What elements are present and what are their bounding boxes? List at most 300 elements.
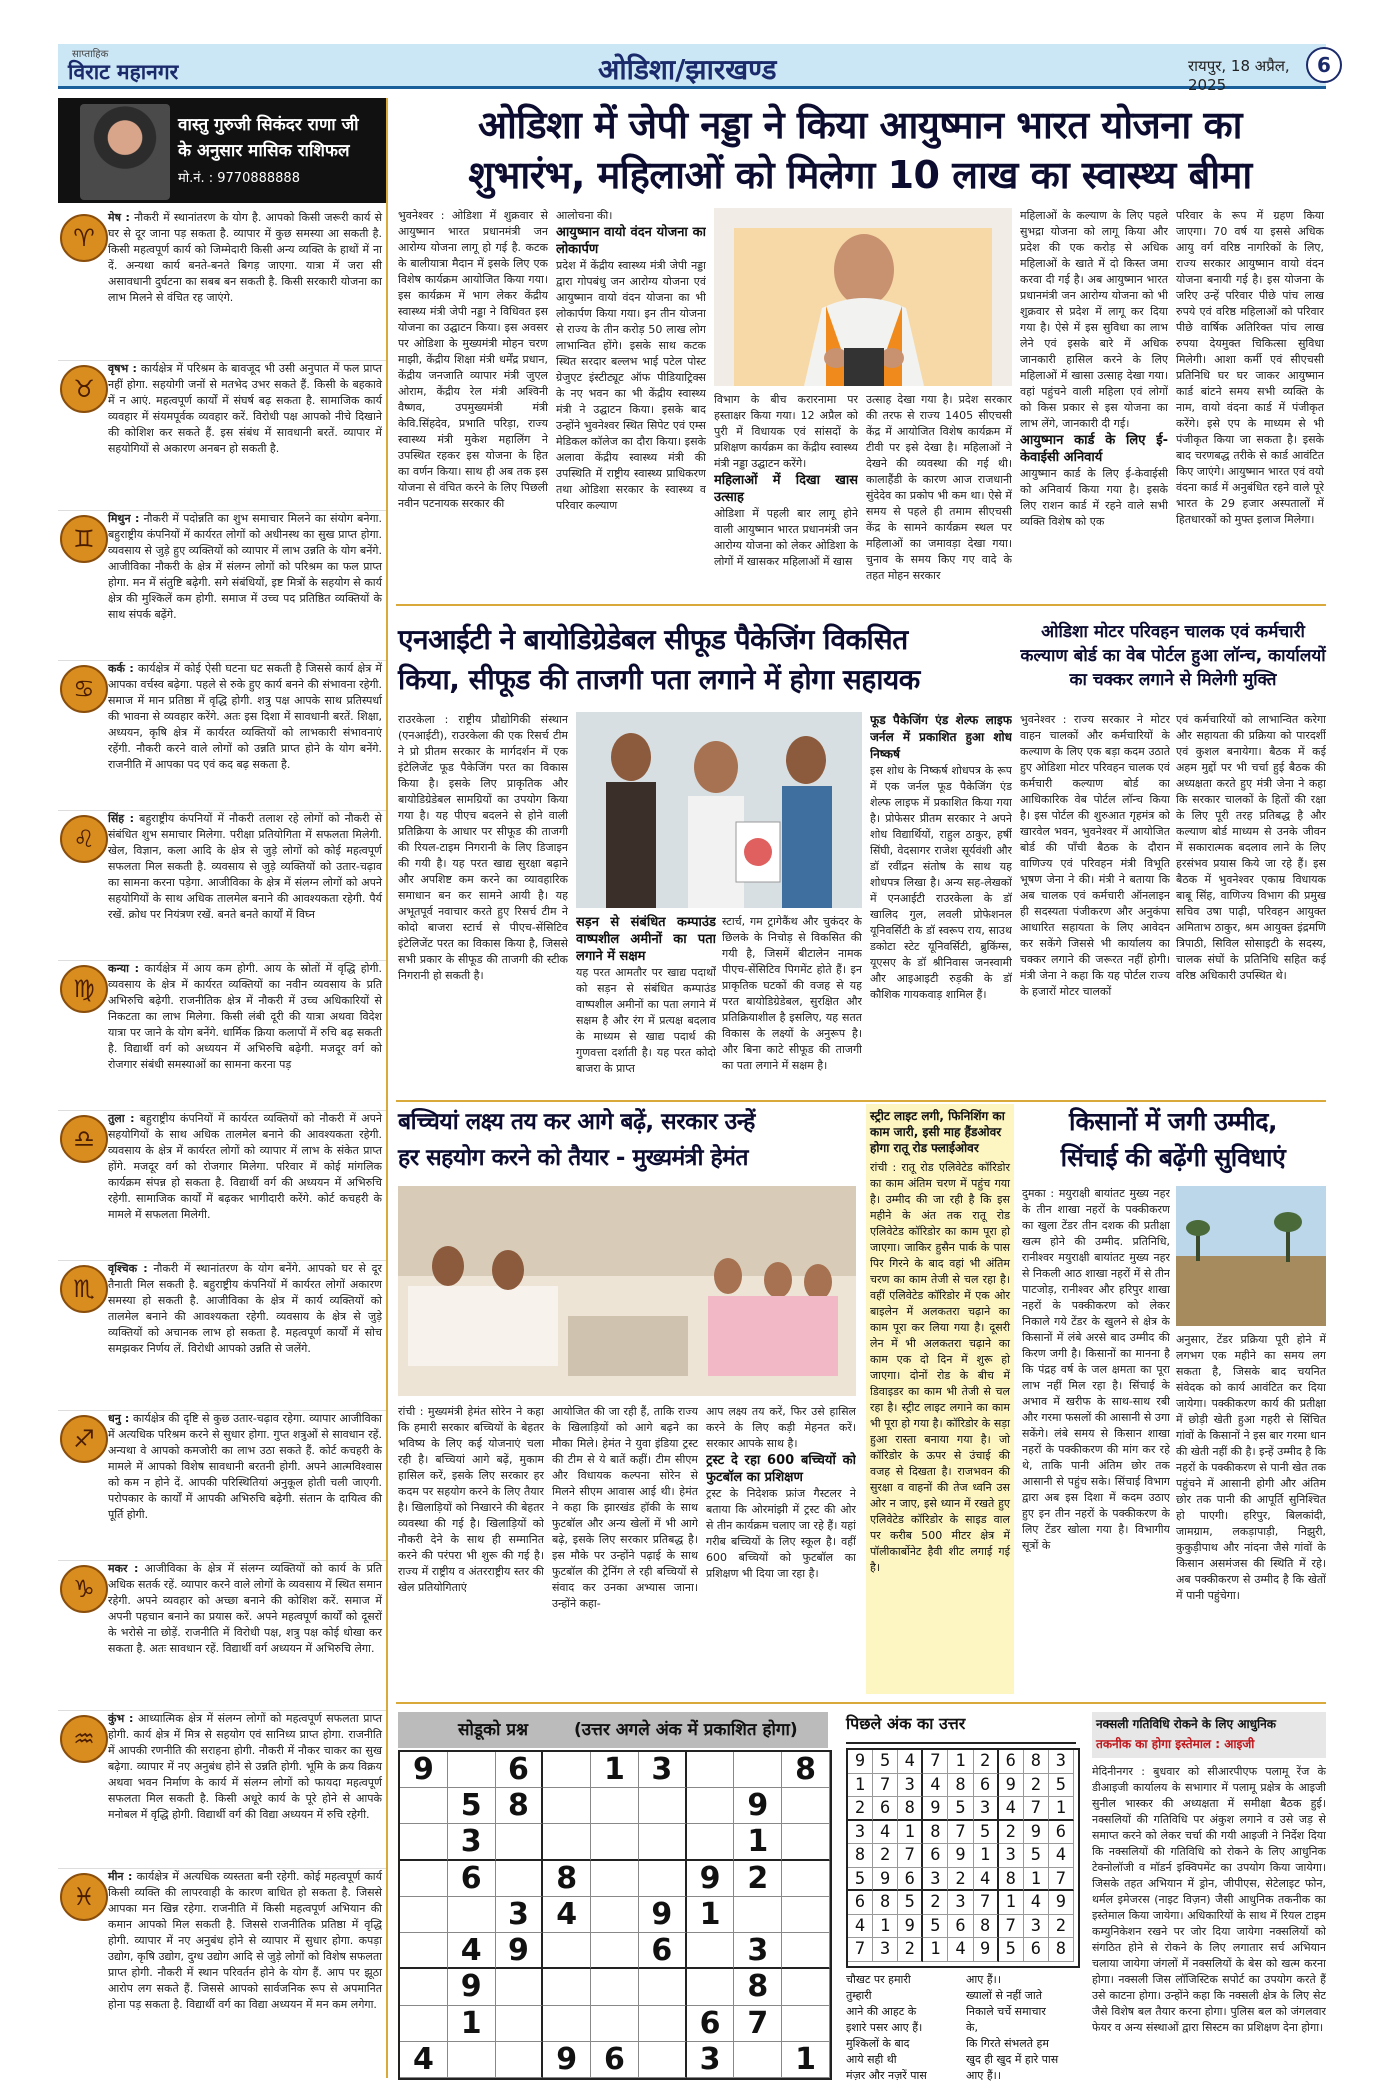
sudoku-cell: 8 — [543, 1861, 591, 1897]
answer-cell: 6 — [1024, 1938, 1049, 1962]
sudoku-cell — [687, 1933, 735, 1969]
answer-cell: 5 — [923, 1915, 948, 1939]
nadda-photo-svg — [714, 208, 1012, 386]
answer-cell: 1 — [873, 1915, 898, 1939]
flyover-headline: स्ट्रीट लाइट लगी, फिनिशिंग का काम जारी, इसी माह हैंडओवर होगा रातू रोड फ्लाईओवर — [870, 1109, 1005, 1155]
answer-cell: 6 — [848, 1891, 873, 1915]
sudoku-cell: 9 — [496, 1933, 544, 1969]
sudoku-cell — [591, 1861, 639, 1897]
sign-name: कर्क : — [108, 662, 134, 675]
sudoku-cell — [639, 1788, 687, 1824]
sign-name: कन्या : — [108, 962, 140, 975]
sudoku-cell: 9 — [687, 1861, 735, 1897]
answer-header: पिछले अंक का उत्तर — [846, 1712, 1076, 1744]
hemant-headline — [398, 1104, 858, 1176]
answer-cell: 1 — [974, 1844, 999, 1868]
zodiac-icon: ♎ — [60, 1115, 108, 1163]
answer-cell: 8 — [848, 1844, 873, 1868]
sudoku-cell: 3 — [496, 1897, 544, 1933]
answer-cell: 5 — [1049, 1774, 1074, 1798]
answer-cell: 3 — [1024, 1915, 1049, 1939]
story1-col3 — [714, 392, 858, 588]
nit-headline — [398, 620, 1038, 700]
answer-cell: 8 — [1024, 1750, 1049, 1774]
field-photo — [1176, 1186, 1326, 1326]
sign-text — [108, 511, 382, 623]
answer-cell: 8 — [923, 1821, 948, 1845]
hemant-headline-line2: हर सहयोग करने को तैयार - मुख्यमंत्री हेमंत — [398, 1145, 749, 1171]
sign-description: बहुराष्ट्रीय कंपनियों में नौकरी तलाश रहे लोगों को नौकरी से संबंधित शुभ समाचार मिलेगा. परीक्षा प्रतियोगिता में सफलता मिलेगी. खेल, विज्ञान, कला आदि के क्षेत्र से जुड़े लोगों को कोई महत्वपूर्ण सफलता मिल सकती है. व्यवसाय से जुड़े व्यक्तियों को उतार-चढ़ाव का सामना करना पड़ेगा. आजीविका के क्षेत्र में संलग्न लोगों को अपने सहयोगियों के साथ अधिक तालमेल बनाने की आवश्यकता रहेगी. पैर्य रखें. क्रोध पर नियंत्रण रखें. बनते बनते कार्यों में विघ्न — [108, 812, 383, 921]
answer-cell: 8 — [1049, 1938, 1074, 1962]
answer-cell: 7 — [898, 1844, 923, 1868]
sign-4 — [58, 660, 386, 807]
answer-grid — [846, 1748, 1080, 1968]
sign-11 — [58, 1710, 386, 1865]
answer-cell: 7 — [1049, 1868, 1074, 1892]
sign-name: वृश्चिक : — [108, 1262, 148, 1275]
sign-description: नौकरी में स्थानांतरण के योग बनेंगे. आपको घर से दूर तैनाती मिल सकती है. बहुराष्ट्रीय कंपनियों में कार्यरत लोगों अकारण समस्या हो सकती है. आजीविका के क्षेत्र में कार्य व्यक्तियों को तालमेल बनाने की आवश्यकता रहेगी. व्यवसाय के क्षेत्र से जुड़े व्यक्तियों को अचानक लाभ हो सकता है. महत्वपूर्ण कार्यों में सोच समझकर निर्णय लें. विरोधी आपको उन्नति से जलेंगे. — [108, 1262, 382, 1355]
sign-text — [108, 1111, 382, 1223]
sudoku-cell: 3 — [639, 1752, 687, 1788]
answer-cell: 5 — [948, 1797, 973, 1821]
answer-cell: 2 — [948, 1868, 973, 1892]
sign-name: मकर : — [108, 1562, 139, 1575]
sign-text — [108, 1411, 382, 1523]
sudoku-cell — [496, 2006, 544, 2042]
answer-cell: 3 — [848, 1821, 873, 1845]
answer-cell: 4 — [873, 1821, 898, 1845]
answer-cell: 9 — [999, 1774, 1024, 1798]
sign-name: मेष : — [108, 211, 130, 224]
main-headline-line1: ओडिशा में जेपी नड्डा ने किया आयुष्मान भारत योजना का — [477, 103, 1242, 147]
sign-text — [108, 1711, 382, 1823]
answer-cell: 6 — [873, 1797, 898, 1821]
hemant-photo — [398, 1186, 856, 1396]
nit-headline-line1: एनआईटी ने बायोडिग्रेडेबल सीफूड पैकेजिंग विकसित — [398, 623, 908, 656]
sudoku-cell — [496, 1861, 544, 1897]
answer-cell: 6 — [1049, 1821, 1074, 1845]
sudoku-cell — [400, 1788, 448, 1824]
answer-cell: 3 — [873, 1938, 898, 1962]
issue-date: रायपुर, 18 अप्रैल, 2025 — [1188, 57, 1290, 94]
sudoku-cell — [687, 1969, 735, 2005]
answer-cell: 6 — [948, 1915, 973, 1939]
story3-col2: एवं कर्मचारियों को लाभान्वित करेगा और सहायता की प्रक्रिया को पारदर्शी एवं कुशल बनायेगा। बैठक में कई अहम मुद्दों पर भी चर्चा हुई बैठक की अध्यक्षता करते हुए मंत्री जेना ने कहा कि सरकार चालकों के हितों की रक्षा के लिए पूरी तरह प्रतिबद्ध है और कल्याण बोर्ड माध्यम से उनके जीवन में सकारात्मक बदलाव लाने के लिए हरसंभव प्रयास किये जा रहे हैं। इस बैठक में भुवनेश्वर एकाम्र विधायक बाबू सिंह, वाणिज्य विभाग की प्रमुख सचिव उषा पाढ़ी, परिवहन आयुक्त अमिताभ ठाकुर, श्रम आयुक्त इंद्रमणि त्रिपाठी, सिविल सोसाइटी के सदस्य, चालक संघों के प्रतिनिधि सहित कई वरिष्ठ अधिकारी उपस्थित थे। — [1176, 713, 1326, 982]
motor-board-headline: ओडिशा मोटर परिवहन चालक एवं कर्मचारी कल्याण बोर्ड का वेब पोर्टल हुआ लॉन्च, कार्यालयों का चक्कर लगाने से मिलेगी मुक्ति — [1020, 622, 1326, 690]
sudoku-cell — [400, 1933, 448, 1969]
sign-3 — [58, 510, 386, 657]
story1-col6: परिवार के रूप में ग्रहण किया जाएगा। 70 वर्ष या इससे अधिक आयु वर्ग वरिष्ठ नागरिकों के लिए, राज्य सरकार आयुष्मान वायो वंदन योजना बनायी गई है। इस योजना के जरिए उन्हें परिवार पीछे पांच लाख रुपये एवं वरिष्ठ महिलाओं को परिवार पीछे वार्षिक अतिरिक्त पांच लाख रुपया देयमुक्त चिकित्सा सुविधा मिलेगी। आशा कर्मी एवं सीएचसी प्रतिनिधि घर घर जाकर आयुष्मान कार्ड बांटने समय सभी व्यक्ति के नाम, वायो वंदना कार्ड में पंजीकृत करेंगे। इसे एप के माध्यम से भी पंजीकृत किया जा सकता है। इसके बाद चरणबद्ध तरीके से कार्ड आवंटित किए जाएंगे। आयुष्मान भारत एवं वयो वंदना कार्ड में अनुबंधित रहने वाले पूरे भारत के 29 हजार अस्पतालों में हितधारकों को मुफ्त इलाज मिलेगा। — [1176, 209, 1324, 526]
astrologer-phone: मो.नं. : 9770888888 — [178, 171, 300, 186]
naxal-headline — [1092, 1712, 1326, 1758]
story4-col2: आयोजित की जा रही हैं, ताकि राज्य के खिलाड़ियों को आगे बढ़ने का मौका मिले। हेमंत ने युवा इंडिया ट्रस्ट की टीम से ये बातें कहीं। टीम सीएम और विधायक कल्पना सोरेन से मिलने सीएम आवास आई थी। हेमंत ने कहा कि झारखंड हॉकी के साथ फुटबॉल और अन्य खेलों में भी आगे बढ़े, इसके लिए सरकार प्रतिबद्ध है। इस मौके पर उन्होंने पढ़ाई के साथ फुटबॉल की ट्रेनिंग ले रही बच्चियों से संवाद कर उनका अभ्यास जाना। उन्होंने कहा- — [552, 1405, 698, 1610]
sudoku-cell — [687, 1788, 735, 1824]
sudoku-cell — [400, 1824, 448, 1860]
poem-left: चौखट पर हमारी तुम्हारी आने की आहट के इशारे पसर आए हैं। मुश्किलों के बाद आये सही थी मंज़र और नज़रें पास — [846, 1973, 927, 2082]
answer-cell: 2 — [898, 1938, 923, 1962]
sudoku-cell — [543, 1933, 591, 1969]
sudoku-cell: 1 — [687, 1897, 735, 1933]
story1-col5a: महिलाओं के कल्याण के लिए पहले सुभद्रा योजना को लागू किया और प्रदेश की एक करोड़ से अधिक महिलाओं के खाते में दो किस्त जमा करवा दी गई है। अब आयुष्मान भारत प्रधानमंत्री जन आरोग्य योजना को भी शुक्रवार से प्रदेश में लागू कर दिया गया है। ऐसे में इस सुविधा का लाभ लेने एवं इसके बारे में अधिक जानकारी हासिल करने के लिए महिलाओं में खासा उत्साह देखा गया। वहां पहुंचने वाली महिला एवं लोगों को किस प्रकार से इस योजना का लाभ लेंगे, जानकारी दी गई। — [1020, 209, 1168, 430]
hemant-headline-line1: बच्चियां लक्ष्य तय कर आगे बढ़ें, सरकार उन्हें — [398, 1109, 755, 1135]
field-photo-svg — [1176, 1186, 1326, 1326]
sudoku-cell: 1 — [591, 1752, 639, 1788]
answer-cell: 7 — [999, 1915, 1024, 1939]
divider — [396, 604, 1326, 606]
sign-text — [108, 1261, 382, 1357]
brand-small: साप्ताहिक — [72, 49, 109, 60]
farmers-headline-line2: सिंचाई की बढ़ेंगी सुविधाएं — [1060, 1143, 1286, 1172]
answer-cell: 6 — [898, 1868, 923, 1892]
story6-col1: दुमका : मयुराक्षी बायांतट मुख्य नहर के तीन शाखा नहरों के पक्कीकरण का खुला टेंडर तीन दशक की प्रतीक्षा खत्म होने की उम्मीद. प्रतिनिधि, रानीश्वर मयुराक्षी बायांतट मुख्य नहर से निकली आठ शाखा नहरों में से तीन पाटजोड़, रानीश्वर और हरिपुर शाखा नहरों के पक्कीकरण को लेकर निकाले गये टेंडर के खुलने से क्षेत्र के किसानों में लंबे अरसे बाद उम्मीद की किरण जगी है। किसानों का मानना है कि पंद्रह वर्ष के जल क्षमता का पूरा लाभ नहीं मिल रहा है। सिंचाई के अभाव में खरीफ के साथ-साथ रबी और गरमा फसलों की आसानी से उगा सकेंगे। लंबे समय से किसान शाखा नहरों के पक्कीकरण की मांग कर रहे थे, ताकि पानी अंतिम छोर तक आसानी से पहुंच सके। सिंचाई विभाग द्वारा अब इस दिशा में कदम उठाए हुए इन तीन नहरों के पक्कीकरण के लिए टेंडर खोला गया है। विभागीय सूत्रों के — [1022, 1187, 1170, 1552]
sign-text — [108, 811, 382, 923]
sudoku-title: सोडूको प्रश्न — [458, 1720, 529, 1740]
sudoku-header — [398, 1712, 828, 1748]
sudoku-cell: 6 — [448, 1861, 496, 1897]
sudoku-cell: 4 — [543, 1897, 591, 1933]
answer-cell: 5 — [999, 1938, 1024, 1962]
sudoku-cell: 3 — [687, 2042, 735, 2078]
main-headline — [396, 100, 1324, 200]
sudoku-cell: 6 — [687, 2006, 735, 2042]
sign-7 — [58, 1110, 386, 1257]
story6-col2: अनुसार, टेंडर प्रक्रिया पूरी होने में लगभग एक महीने का समय लग सकता है, जिसके बाद चयनित संवेदक को कार्य आवंटित कर दिया जायेगा। पक्कीकरण कार्य की प्रतीक्षा में छोड़ी खेती हुआ गहरी से सिंचित गांवों के किसानों ने इस बार गरमा धान की खेती नहीं की है। इन्हें उम्मीद है कि नहरों के पक्कीकरण से पानी खेत तक पहुंचने में आसानी होगी और अंतिम छोर तक पानी की आपूर्ति सुनिश्चित हो पाएगी। हरिपुर, बिलकांदी, जामग्राम, लकड़ापाड़ी, निझुरी, कुकुड़ीपाथ और नांदना जैसे गांवों के किसान असमंजस की स्थिति में रहे। अब पक्कीकरण से उम्मीद है कि खेतों में पानी पहुंचेगा। — [1176, 1333, 1326, 1602]
story4-col3 — [706, 1404, 856, 1694]
sudoku-cell — [591, 1969, 639, 2005]
naxal-headline-line1: नक्सली गतिविधि रोकने के लिए आधुनिक — [1096, 1717, 1276, 1731]
answer-cell: 8 — [948, 1774, 973, 1798]
sign-description: नौकरी में पदोन्नति का शुभ समाचार मिलने का संयोग बनेगा. बहुराष्ट्रीय कंपनियों में कार्यरत लोगों को अधीनस्थ का सुख प्राप्त होगा. व्यवसाय से जुड़े हुए व्यक्तियों को व्यापार में लाभ उन्नति के योग बनेंगे. आजीविका नौकरी के क्षेत्र में संलग्न लोगों को परिश्रम का फल प्राप्त होगा. मन में संतुष्टि बढ़ेगी. सगे संबंधियों, इष्ट मित्रों के सहयोग से कार्य क्षेत्र की मुश्किलें कम होगी. समाज में उच्च पद प्रतिष्ठित व्यक्तियों के साथ संपर्क बढ़ेंगे. — [108, 512, 383, 621]
sudoku-cell: 5 — [448, 1788, 496, 1824]
sudoku-cell: 6 — [639, 1933, 687, 1969]
sudoku-cell — [591, 1824, 639, 1860]
answer-cell: 1 — [999, 1891, 1024, 1915]
sign-description: कार्यक्षेत्र में अत्यधिक व्यस्तता बनी रहेगी. कोई महत्वपूर्ण कार्य किसी व्यक्ति की लापरवाही के कारण बाधित हो सकता है. जिससे आपका मन खिन्न रहेगा. राजनीति में किसी महत्वपूर्ण अभियान की कमान आपको मिल सकती है. जिससे राजनीतिक प्रतिष्ठा में वृद्धि होगी. व्यापार में नए अनुबंध होने से व्यापार में सुधार होगा. कपड़ा उद्योग, कृषि उद्योग, दुग्ध उद्योग आदि से जुड़े लोगों को विशेष सफलता प्राप्त होगी. नौकरी में स्थान परिवर्तन होने के योग हैं. आप पर झूठा आरोप लग सकते हैं. जिससे आपको सार्वजनिक रूप से अपमानित होना पड़ सकता है. विद्यार्थी वर्ग का विद्या अध्ययन में मन कम लगेगा. — [108, 1870, 382, 2011]
sign-description: आध्यात्मिक क्षेत्र में संलग्न लोगों को महत्वपूर्ण सफलता प्राप्त होगी. कार्य क्षेत्र में मित्र से सहयोग एवं सानिध्य प्राप्त होगा. राजनीति में आपकी रणनीति की सराहना होगी. नौकरी में नौकर चाकर का सुख बढ़ेगा. व्यापार में नए अनुबंध होने से उन्नति होगी. भूमि के क्रय विक्रय अथवा भवन निर्माण के कार्य में संलग्न लोगों को फायदा महत्वपूर्ण सफलता मिल सकती है. किसी अधूरे कार्य के पूरे होने से आपके मनोबल में वृद्धि होगी. विद्यार्थी वर्ग की विद्या अध्ययन में रुचि रहेगी. — [108, 1712, 382, 1821]
sign-name: तुला : — [108, 1112, 135, 1125]
answer-cell: 5 — [848, 1868, 873, 1892]
horoscope-header — [58, 98, 386, 203]
sudoku-cell: 9 — [639, 1897, 687, 1933]
sudoku-cell: 2 — [734, 1861, 782, 1897]
sign-5 — [58, 810, 386, 957]
sudoku-cell — [639, 1969, 687, 2005]
zodiac-icon: ♏ — [60, 1265, 108, 1313]
flyover-body: रांची : रातू रोड एलिवेटेड कॉरिडोर का काम अंतिम चरण में पहुंच गया है। उम्मीद की जा रही है कि इस महीने के अंत तक रातू रोड एलिवेटेड कॉरिडोर का काम पूरा हो जाएगा। जाकिर हुसैन पार्क के पास पिर गिरने के बाद वहां भी अंतिम चरण का काम तेजी से चल रहा है। वहीं एलिवेटेड कॉरिडोर में एक ओर बाइलेन में अलकतरा चढ़ाने का काम पूरा कर लिया गया है। दूसरी लेन में भी अलकतरा चढ़ाने का काम एक दो दिन में शुरू हो जाएगा। दोनों रोड के बीच में डिवाइडर का काम भी तेजी से चल रहा है। स्ट्रीट लाइट लगाने का काम भी पूरा हो गया है। कॉरिडोर के सड़ा हुआ रास्ता बनाया गया है। जो कॉरिडोर के ऊपर से उंचाई की वजह से दिखता है। राजभवन की सुरक्षा व वाहनों की तेज ध्वनि उस ओर न जाए, इसे ध्यान में रखते हुए एलिवेटेड कॉरिडोर के साइड वाल पर करीब 500 मीटर क्षेत्र में पॉलीकार्बोनेट हैवी शीट लगाई गई है। — [870, 1161, 1010, 1574]
sign-6 — [58, 960, 386, 1107]
flyover-box — [866, 1104, 1014, 1694]
divider — [396, 1702, 1326, 1704]
zodiac-icon: ♊ — [60, 515, 108, 563]
sign-text — [108, 210, 382, 306]
sudoku-cell — [782, 2006, 830, 2042]
story1-col2-subhead: आयुष्मान वायो वंदन योजना का लोकार्पण — [556, 225, 706, 257]
sudoku-cell — [448, 1752, 496, 1788]
answer-cell: 7 — [974, 1891, 999, 1915]
sudoku-cell: 9 — [400, 1752, 448, 1788]
zodiac-icon: ♌ — [60, 815, 108, 863]
sudoku-cell — [543, 1969, 591, 2005]
story2-col4-text: इस शोध के निष्कर्ष शोधपत्र के रूप में एक जर्नल फूड पैकेजिंग एंड शेल्फ लाइफ में प्रकाशित किया गया है। प्रोफेसर प्रीतम सरकार ने अपने शोध विद्यार्थियों, राहुल ठाकुर, हर्षी सिंघी, वेदसागर राजेश सूर्यवंशी और डॉ रवींद्रन संतोष के साथ यह शोधपत्र लिखा है। अन्य सह-लेखकों में एनआईटी राउरकेला के डॉ खालिद गुल, लवली प्रोफेशनल यूनिवर्सिटी के डॉ स्वरूप राय, साउथ डकोटा स्टेट यूनिवर्सिटी, ब्रुकिंग्स, यूएसए के डॉ श्रीनिवास जनस्वामी और आइआइटी रुड़की के डॉ कौशिक गायकवाड़ शामिल हैं। — [870, 764, 1012, 1001]
sign-1 — [58, 210, 386, 356]
zodiac-icon: ♋ — [60, 665, 108, 713]
sudoku-cell — [782, 1788, 830, 1824]
answer-cell: 2 — [873, 1844, 898, 1868]
story1-col3b: ओडिशा में पहली बार लागू होने वाली आयुष्मान भारत प्रधानमंत्री जन आरोग्य योजना को लेकर ओडिशा के लोगों में खासकर महिलाओं में खास — [714, 507, 858, 568]
sudoku-cell — [543, 1788, 591, 1824]
story4-col3-subhead: ट्रस्ट दे रहा 600 बच्चियों को फुटबॉल का प्रशिक्षण — [706, 1453, 856, 1485]
answer-cell: 3 — [1049, 1750, 1074, 1774]
section-title: ओडिशा/झारखण्ड — [598, 53, 777, 86]
answer-cell: 3 — [948, 1891, 973, 1915]
story1-col5 — [1020, 208, 1168, 588]
sudoku-cell — [639, 1861, 687, 1897]
sudoku-grid — [398, 1750, 832, 2080]
answer-cell: 5 — [1024, 1844, 1049, 1868]
sudoku-cell — [687, 1752, 735, 1788]
answer-cell: 5 — [974, 1821, 999, 1845]
answer-cell: 7 — [873, 1774, 898, 1798]
answer-cell: 3 — [923, 1868, 948, 1892]
answer-cell: 2 — [1024, 1774, 1049, 1798]
answer-cell: 2 — [999, 1821, 1024, 1845]
answer-cell: 3 — [974, 1797, 999, 1821]
zodiac-icon: ♑ — [60, 1565, 108, 1613]
masthead — [58, 44, 1331, 94]
story1-col1: भुवनेश्वर : ओडिशा में शुक्रवार से आयुष्मान भारत प्रधानमंत्री जन आरोग्य योजना लागू हो गई है. कटक के बालीयात्रा मैदान में इसके लिए एक विशेष कार्यक्रम आयोजित किया गया। इस कार्यक्रम में भाग लेकर केंद्रीय स्वास्थ्य मंत्री जेपी नड्डा ने विधिवत इस योजना का उद्घाटन किया। इस अवसर पर ओडिशा के मुख्यमंत्री मोहन चरण माझी, केंद्रीय शिक्षा मंत्री धर्मेंद्र प्रधान, केंद्रीय जनजाति व्यापार मंत्री जुएल ओराम, केंद्रीय रेल मंत्री अश्विनी वैष्णव, उपमुख्यमंत्री मंत्री केवि.सिंहदेव, प्रभाति परिड़ा, राज्य स्वास्थ्य मंत्री मुकेश महालिंग ने उपस्थित रहकर इस योजना के हित का वर्णन किया। साथ ही अब तक इस योजना से वंचित करने के लिए पिछली नवीन पटनायक सरकार की — [398, 209, 548, 510]
sign-description: नौकरी में स्थानांतरण के योग है. आपको किसी जरूरी कार्य से घर से दूर जाना पड़ सकता है. व्यापार में कुछ समस्या आ सकती है. किसी महत्वपूर्ण कार्य को जिम्मेदारी किसी अन्य व्यक्ति के हाथों में ना दें. अन्यथा कार्य बनते-बनते बिगड़ जाएगा. यात्रा में जरा सी असावधानी दुर्घटना का सबब बन सकती है. किसी सरकारी योजना का लाभ मिलने से वंचित रह जाएंगे. — [108, 211, 383, 304]
story2-col2-subhead: सड़न से संबंधित कम्पाउंड वाष्पशील अमीनों का पता लगाने में सक्षम — [576, 915, 716, 964]
sign-8 — [58, 1260, 386, 1407]
story2-col2 — [576, 914, 716, 1092]
answer-cell: 1 — [898, 1821, 923, 1845]
sign-10 — [58, 1560, 386, 1707]
sudoku-cell: 9 — [543, 2042, 591, 2078]
story4-col3b: ट्रस्ट के निदेशक फ्रांज गैस्टलर ने बताया कि ओरमांझी में ट्रस्ट की ओर से तीन कार्यक्रम चलाए जा रहे हैं। यहां गरीब बच्चियों के लिए स्कूल है। वहीं 600 बच्चियों को फुटबॉल का प्रशिक्षण भी दिया जा रहा है। — [706, 1487, 856, 1580]
sudoku-cell — [496, 1969, 544, 2005]
story4-col1: रांची : मुख्यमंत्री हेमंत सोरेन ने कहा कि हमारी सरकार बच्चियों के बेहतर भविष्य के लिए कई योजनाएं चला रही है। बच्चियां आगे बढ़ें, मुकाम हासिल करें, इसके लिए सरकार हर कदम पर सहयोग करने के लिए तैयार है। खिलाड़ियों को निखारने की बेहतर व्यवस्था की गई है। खिलाड़ियों को नौकरी देने के साथ ही सम्मानित करने की परंपरा भी शुरू की गई है। राज्य में राष्ट्रीय व अंतरराष्ट्रीय स्तर की खेल प्रतियोगिताएं — [398, 1405, 544, 1594]
sudoku-cell — [687, 1824, 735, 1860]
page-number: 6 — [1306, 47, 1342, 83]
sign-text — [108, 361, 382, 457]
answer-cell: 9 — [873, 1868, 898, 1892]
answer-cell: 9 — [848, 1750, 873, 1774]
sudoku-cell: 3 — [448, 1824, 496, 1860]
sudoku-cell — [448, 1897, 496, 1933]
sudoku-cell — [400, 2006, 448, 2042]
answer-cell: 9 — [898, 1915, 923, 1939]
answer-cell: 8 — [873, 1891, 898, 1915]
answer-cell: 6 — [974, 1774, 999, 1798]
sign-description: कार्यक्षेत्र में कोई ऐसी घटना घट सकती है जिससे कार्य क्षेत्र में आपका वर्चस्व बढ़ेगा. पहले से रुके हुए कार्य बनने की संभावना रहेगी. समाज में मान प्रतिष्ठा में वृद्धि होगी. शत्रु पक्ष आपके साथ प्रतिस्पर्धा की भावना से व्यवहार करेंगे. अतः इस दिशा में सावधानी बरतें. शिक्षा, अध्ययन, कृषि क्षेत्र में कार्यरत व्यक्तियों को लाभकारी संभावनाएं रहेंगी. नौकरी करने वाले लोगों को उन्नति प्राप्त होने के योग बनेंगे. राजनीति में आपका पद एवं कद बढ़ सकता है. — [108, 662, 383, 771]
sudoku-cell — [543, 2006, 591, 2042]
sign-description: कार्यक्षेत्र में परिश्रम के बावजूद भी उसी अनुपात में फल प्राप्त नहीं होगा. सहयोगी जनों से मतभेद उभर सकते हैं. किसी के बहकावे में न आएं. महत्वपूर्ण कार्यों में संघर्ष बढ़ सकता है. सामाजिक कार्य व्यवहार में संयमपूर्वक व्यवहार करें. विरोधी पक्ष आपको नीचे दिखाने की कोशिश कर सकते हैं. इस संबंध में सावधानी बरतें. व्यापार में सहयोगियों से अकारण अनबन हो सकती है. — [108, 362, 383, 455]
answer-cell: 4 — [1049, 1844, 1074, 1868]
answer-cell: 7 — [948, 1821, 973, 1845]
answer-cell: 6 — [923, 1844, 948, 1868]
answer-cell: 8 — [974, 1915, 999, 1939]
answer-cell: 7 — [1024, 1797, 1049, 1821]
sign-2 — [58, 360, 386, 507]
answer-cell: 3 — [999, 1844, 1024, 1868]
sudoku-cell: 3 — [734, 1933, 782, 1969]
sign-12 — [58, 1868, 386, 2073]
divider — [396, 1100, 1326, 1102]
story1-col2b: प्रदेश में केंद्रीय स्वास्थ्य मंत्री जेपी नड्डा द्वारा गोपबंधु जन आरोग्य योजना एवं आयुष्मान वायो वंदन योजना का भी लोकार्पण किया गया। इन तीन योजना से राज्य के तीन करोड़ 50 लाख लोग लाभान्वित होंगे। इसके साथ कटक स्थित सरदार बल्लभ भाई पटेल पोस्ट ग्रेजुएट इंस्टीट्यूट ऑफ पीडियाट्रिक्स के नए भवन का भी केंद्रीय स्वास्थ्य मंत्री ने उद्घाटन किया। इसके बाद उन्होंने भुवनेश्वर स्थित सिपेट एवं एम्स मेडिकल कॉलेज का दौरा किया। इसके अलावा केंद्रीय स्वास्थ्य मंत्री की उपस्थिति में राष्ट्रीय स्वास्थ्य प्राधिकरण तथा ओडिशा सरकार के स्वास्थ्य व परिवार कल्याण — [556, 259, 706, 512]
sudoku-cell — [400, 1969, 448, 2005]
answer-cell: 4 — [1024, 1891, 1049, 1915]
story2-col3: स्टार्च, गम ट्रागेकैंथ और चुकंदर के छिलके के निचोड़ से विकसित की गयी है, जिसमें बीटालेन नामक पीएच-सेंसिटिव पिगमेंट होते हैं। इन प्राकृतिक घटकों की वजह से यह परत बायोडिग्रेडेबल, सुरक्षित और प्रतिक्रियाशील है इसलिए, यह सतत विकास के लक्ष्यों के अनुरूप है। और बिना काटे सीफूड की ताजगी का पता लगाने में सक्षम है। — [722, 915, 862, 1072]
zodiac-icon: ♉ — [60, 365, 108, 413]
zodiac-icon: ♒ — [60, 1715, 108, 1763]
sudoku-note: (उत्तर अगले अंक में प्रकाशित होगा) — [573, 1720, 798, 1740]
zodiac-icon: ♐ — [60, 1415, 108, 1463]
sudoku-cell — [591, 1788, 639, 1824]
zodiac-icon: ♈ — [60, 214, 108, 262]
horoscope-subtitle: के अनुसार मासिक राशिफल — [178, 141, 350, 161]
answer-cell: 4 — [999, 1797, 1024, 1821]
sudoku-cell: 8 — [734, 1969, 782, 2005]
sign-description: बहुराष्ट्रीय कंपनियों में कार्यरत व्यक्तियों को नौकरी में अपने सहयोगियों के साथ अधिक तालमेल बनाने की आवश्यकता रहेगी. व्यवसाय के क्षेत्र में कार्यरत लोगों को व्यापार में लाभ के संकेत प्राप्त होंगे. मजदूर वर्ग को रोजगार मिलेगा. परिवार में कोई मांगलिक कार्यक्रम संपन्न हो सकता है. विद्यार्थी वर्ग की अध्ययन में अभिरुचि रहेगी. सामाजिक कार्यों में बढ़कर भागीदारी करेंगे. कोर्ट कचहरी के मामले में सफलता मिलेगी. — [108, 1112, 383, 1221]
answer-cell: 3 — [898, 1774, 923, 1798]
story3-col1: भुवनेश्वर : राज्य सरकार ने मोटर वाहन चालकों और कर्मचारियों के कल्याण के लिए एक बड़ा कदम उठाते हुए ओडिशा मोटर परिवहन चालक एवं कर्मचारी कल्याण बोर्ड का आधिकारिक वेब पोर्टल लॉन्च किया है। इस पोर्टल की शुरुआत गृहमंत्र को खारवेल भवन, भुवनेश्वर में आयोजित बोर्ड की पाँची बैठक के दौरान वाणिज्य एवं परिवहन मंत्री विभूति भूषण जेना ने की। मंत्री ने बताया कि अब चालक एवं कर्मचारी ऑनलाइन ही सदस्यता पंजीकरण और अनुकंपा आधारित सहायता के लिए आवेदन कर सकेंगे जिससे भी कार्यालय का चक्कर लगाने की जरूरत नहीं होगी। मंत्री जेना ने कहा कि यह पोर्टल राज्य के हजारों मोटर चालकों — [1020, 713, 1170, 998]
sudoku-cell: 1 — [734, 1824, 782, 1860]
main-headline-line2: शुभारंभ, महिलाओं को मिलेगा 10 लाख का स्वास्थ्य बीमा — [468, 153, 1252, 197]
sign-name: मीन : — [108, 1870, 133, 1883]
answer-cell: 9 — [948, 1844, 973, 1868]
answer-cell: 4 — [848, 1915, 873, 1939]
naxal-body: मेदिनीनगर : बुधवार को सीआरपीएफ पलामू रेंज के डीआइजी कार्यालय के सभागार में पलामू प्रक्षेत्र के आइजी सुनील भास्कर की अध्यक्षता में समीक्षा बैठक हुई। नक्सलियों की गतिविधि पर अंकुश लगाने व उसे जड़ से समाप्त करने को लेकर चर्चा की गयी आइजी ने निर्देश दिया कि नक्सलियों की गतिविधि को रोकने के लिए आधुनिक टेक्नोलॉजी व मॉडर्न इक्विपमेंट का उपयोग किया जायेगा। जिसके तहत अभियान में ड्रोन, जीपीएस, सेटेलाइट फोन, थर्मल इमेजरस (नाइट विज़न) जैसी आधुनिक तकनीक का इस्तेमाल किया जायेगा। अधिकारियों के साथ में रियल टाइम कम्युनिकेशन रखने पर जोर दिया जायेगा नक्सलियों को संगठित होने से रोकने के लिए लगातार सर्च अभियान चलाया जायेगा जंगलों में नक्सलियों के बेस को खत्म करना होगा। नक्सली जिस लॉजिस्टिक सपोर्ट का उपयोग करते हैं उसे काटना होगा। उन्होंने कहा कि नक्सली क्षेत्र के लिए सेट जैसे विशेष बल तैयार करना होगा। पुलिस बल को जंगलवार फेयर व अन्य संस्थाओं द्वारा सिस्टम का प्रशिक्षण देना होगा। — [1092, 1765, 1326, 2034]
sign-name: धनु : — [108, 1412, 130, 1425]
answer-cell: 9 — [1024, 1821, 1049, 1845]
answer-cell: 1 — [948, 1750, 973, 1774]
sudoku-cell — [591, 1897, 639, 1933]
sudoku-cell — [782, 1824, 830, 1860]
answer-cell: 4 — [974, 1868, 999, 1892]
answer-cell: 4 — [948, 1938, 973, 1962]
answer-cell: 2 — [974, 1750, 999, 1774]
answer-cell: 2 — [923, 1891, 948, 1915]
sudoku-cell — [400, 1861, 448, 1897]
story4-col3a: आप लक्ष्य तय करें, फिर उसे हासिल करने के लिए कड़ी मेहनत करें। सरकार आपके साथ है। — [706, 1405, 856, 1450]
story1-col3a: विभाग के बीच करारनामा पर हस्ताक्षर किया गया। 12 अप्रैल को पुरी में विधायक एवं सांसदों के प्रशिक्षण कार्यक्रम का केंद्रीय स्वास्थ्य मंत्री नड्डा उद्घाटन करेंगे। — [714, 393, 858, 470]
story2-sidebar: फूड पैकेजिंग एंड शेल्फ लाइफ जर्नल में प्रकाशित हुआ शोध निष्कर्ष — [870, 713, 1012, 761]
sign-text — [108, 961, 382, 1073]
answer-cell: 8 — [999, 1868, 1024, 1892]
story1-col5b: आयुष्मान कार्ड के लिए ई-केवाईसी को अनिवार्य किया गया है। इसके लिए राशन कार्ड में रहने वाले सभी व्यक्ति विशेष को एक — [1020, 467, 1168, 528]
sudoku-cell: 6 — [591, 2042, 639, 2078]
answer-cell: 9 — [974, 1938, 999, 1962]
answer-cell: 2 — [848, 1797, 873, 1821]
answer-cell: 5 — [873, 1750, 898, 1774]
sign-text — [108, 1561, 382, 1657]
answer-cell: 1 — [923, 1938, 948, 1962]
sign-text — [108, 661, 382, 773]
answer-cell: 2 — [1049, 1915, 1074, 1939]
story1-col3-subhead: महिलाओं में दिखा खास उत्साह — [714, 473, 858, 505]
zodiac-icon: ♍ — [60, 965, 108, 1013]
story1-col5-subhead: आयुष्मान कार्ड के लिए ई-केवाईसी अनिवार्य — [1020, 433, 1168, 465]
sudoku-cell — [639, 2042, 687, 2078]
answer-cell: 7 — [923, 1750, 948, 1774]
answer-cell: 1 — [1049, 1797, 1074, 1821]
hemant-photo-svg — [398, 1186, 856, 1396]
nit-headline-line2: किया, सीफूड की ताजगी पता लगाने में होगा सहायक — [398, 663, 920, 696]
sudoku-cell — [734, 1897, 782, 1933]
answer-cell: 1 — [1024, 1868, 1049, 1892]
sudoku-cell — [782, 1897, 830, 1933]
zodiac-icon: ♓ — [60, 1873, 108, 1921]
answer-cell: 4 — [898, 1750, 923, 1774]
story2-col1: राउरकेला : राष्ट्रीय प्रौद्योगिकी संस्थान (एनआईटी), राउरकेला की एक रिसर्च टीम ने प्रो प्रीतम सरकार के मार्गदर्शन में एक इंटेलिजेंट फूड पैकेजिंग परत का विकास किया है। इसके लिए प्राकृतिक और बायोडिग्रेडेबल सामग्रियों का उपयोग किया गया है। यह पीएच बदलने से होने वाली प्रतिक्रिया के आधार पर सीफूड की ताजगी की रियल-टाइम निगरानी के लिए डिजाइन की गयी है। यह परत खाद्य सुरक्षा बढ़ाने और अपशिष्ट कम करने का व्यावहारिक समाधान बन कर सामने आयी है। यह अभूतपूर्व नवाचार करते हुए रिसर्च टीम ने कोदो बाजरा स्टार्च से पीएच-सेंसिटिव इंटेलिजेंट परत का विकास किया है, जिससे सभी प्रकार के सीफूड की ताजगी की स्टीक निगरानी हो सकती है। — [398, 713, 568, 982]
sudoku-cell — [639, 1824, 687, 1860]
sudoku-cell: 4 — [448, 1933, 496, 1969]
sudoku-cell — [782, 1861, 830, 1897]
sudoku-cell: 8 — [782, 1752, 830, 1788]
answer-cell: 8 — [898, 1797, 923, 1821]
brand-title: विराट महानगर — [68, 60, 179, 84]
sudoku-cell — [639, 2006, 687, 2042]
sudoku-cell — [782, 1933, 830, 1969]
sudoku-cell — [543, 1824, 591, 1860]
naxal-headline-line2: तकनीक का होगा इस्तेमाल : आइजी — [1096, 1737, 1255, 1751]
story1-col4: उत्साह देखा गया है। प्रदेश सरकार की तरफ से राज्य 1405 सीएचसी केंद्र में आयोजित विशेष कार्यक्रम में टीवी पर इसे देखा है। महिलाओं ने देखने की व्यवस्था की गई थी। कालाहैंडी के कारण आज राजधानी सुंदेदेव का प्रकोप भी कम था। ऐसे में समय से पहले ही तमाम सीएचसी केंद्र के सामने कार्यक्रम स्थल पर महिलाओं का जमावड़ा देखा गया। चुनाव के समय किए गए वादे के तहत मोहन सरकार — [866, 393, 1012, 582]
horoscope-title: वास्तु गुरुजी सिकंदर राणा जी — [178, 115, 359, 135]
sudoku-cell: 1 — [448, 2006, 496, 2042]
sign-description: कार्यक्षेत्र की दृष्टि से कुछ उतार-चढ़ाव रहेगा. व्यापार आजीविका में अत्यधिक परिश्रम करने से सुधार होगा. गुप्त शत्रुओं से सावधान रहें. अन्यथा वे आपको कमजोरी का लाभ उठा सकते हैं. कोर्ट कचहरी के मामले में आपको विशेष सावधानी बरतनी होगी. अपने आत्मविश्वास को कम न होने दें. आपकी परिस्थितियां अनुकूल होती चली जाएगी. परोपकार के कार्यों में आपकी अभिरुचि बढ़ेगी. संतान के दायित्व की पूर्ति होगी. — [108, 1412, 382, 1521]
sudoku-cell — [448, 2042, 496, 2078]
sudoku-cell: 1 — [782, 2042, 830, 2078]
farmers-headline-line1: किसानों में जगी उम्मीद, — [1069, 1107, 1277, 1136]
nit-team-photo-svg — [576, 712, 862, 908]
answer-cell: 4 — [923, 1774, 948, 1798]
answer-cell: 6 — [999, 1750, 1024, 1774]
sudoku-cell — [496, 1824, 544, 1860]
story1-col2a: आलोचना की। — [556, 209, 613, 222]
sign-name: कुंभ : — [108, 1712, 134, 1725]
sudoku-cell: 7 — [734, 2006, 782, 2042]
sign-9 — [58, 1410, 386, 1557]
answer-cell: 9 — [923, 1797, 948, 1821]
sign-name: वृषभ : — [108, 362, 137, 375]
sign-text — [108, 1869, 382, 2013]
astrologer-photo — [80, 104, 170, 200]
sign-description: आजीविका के क्षेत्र में संलग्न व्यक्तियों को कार्य के प्रति अधिक सतर्क रहें. व्यापार करने वाले लोगों के व्यवसाय में स्थित समान रहेगी. अपने व्यवहार को अच्छा बनाने की कोशिश करें. समाज में अपनी पहचान बनाने का प्रयास करें. अपने महत्वपूर्ण कार्यों को दूसरों के भरोसे ना छोड़ें. राजनीति में विरोधी पक्ष, शत्रु पक्ष कोई धोखा कर सकता है. अतः सावधान रहें. विद्यार्थी वर्ग अध्ययन में अभिरुचि लेगा. — [108, 1562, 382, 1655]
sudoku-cell: 9 — [734, 1788, 782, 1824]
sudoku-cell — [496, 2042, 544, 2078]
sudoku-cell — [782, 1969, 830, 2005]
sudoku-cell — [591, 1933, 639, 1969]
sudoku-cell — [734, 2042, 782, 2078]
answer-cell: 9 — [1049, 1891, 1074, 1915]
answer-cell: 5 — [898, 1891, 923, 1915]
sign-name: मिथुन : — [108, 512, 140, 525]
answer-cell: 1 — [848, 1774, 873, 1798]
horoscope-column — [58, 98, 388, 2078]
story1-col2 — [556, 208, 706, 588]
sign-name: सिंह : — [108, 812, 135, 825]
story2-col4 — [870, 712, 1012, 1092]
farmers-headline — [1022, 1104, 1324, 1176]
sudoku-cell — [591, 2006, 639, 2042]
poem-right: आए हैं।। ख्यालों से नहीं जाते निकाले चर्चे समाचार के, कि गिरते संभलते हम खुद ही खुद में हारे पास आए हैं।। — [966, 1973, 1059, 2082]
sudoku-cell — [734, 1752, 782, 1788]
nit-team-photo — [576, 712, 862, 908]
nadda-photo — [714, 208, 1012, 386]
sudoku-cell: 4 — [400, 2042, 448, 2078]
sudoku-cell — [400, 1897, 448, 1933]
sudoku-cell: 6 — [496, 1752, 544, 1788]
